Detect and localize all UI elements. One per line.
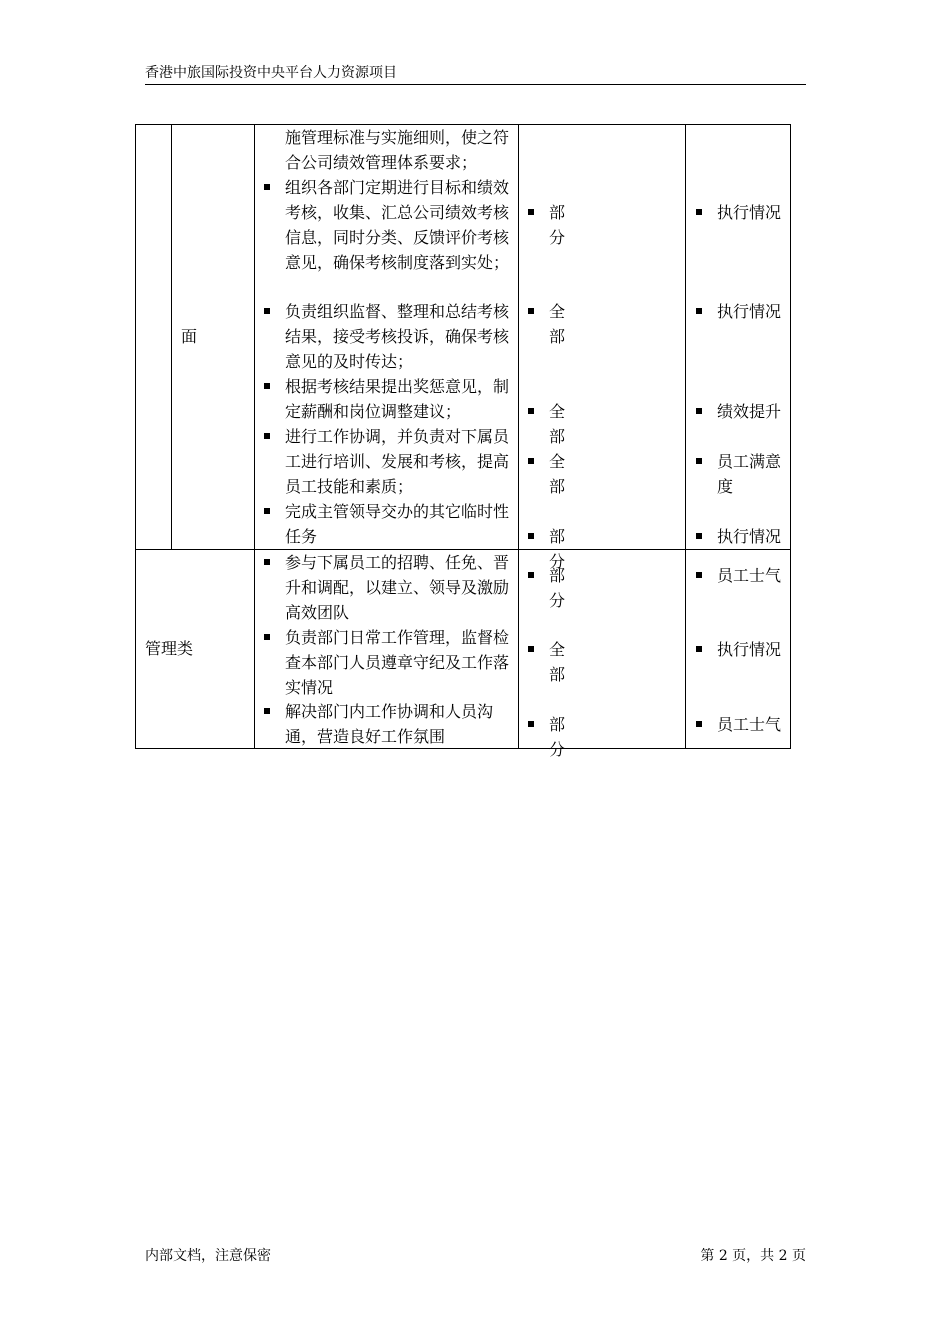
result-text: 执行情况 — [717, 527, 782, 546]
bullet-icon — [528, 209, 534, 215]
bullet-icon — [696, 572, 702, 578]
scope-text: 部分 — [549, 566, 566, 610]
scope-col-left — [518, 124, 519, 749]
bullet-icon — [528, 308, 534, 314]
bullet-icon — [696, 721, 702, 727]
bullet-icon — [696, 533, 702, 539]
bullet-icon — [264, 433, 270, 439]
task-text: 负责部门日常工作管理，监督检查本部门人员遵章守纪及工作落实情况 — [285, 628, 510, 697]
scope-text: 部分 — [549, 715, 566, 759]
task-text: 完成主管领导交办的其它临时性任务 — [285, 502, 510, 546]
bullet-icon — [264, 308, 270, 314]
bullet-icon — [264, 559, 270, 565]
scope-text: 全部 — [549, 452, 566, 496]
section2-label: 管理类 — [145, 639, 194, 658]
bullet-icon — [264, 383, 270, 389]
scope-text: 全部 — [549, 302, 566, 346]
header-rule — [145, 84, 806, 85]
bullet-icon — [696, 308, 702, 314]
result-text: 绩效提升 — [717, 402, 782, 421]
bullet-icon — [264, 634, 270, 640]
scope-text: 部分 — [549, 527, 566, 571]
task-text: 负责组织监督、整理和总结考核结果，接受考核投诉，确保考核意见的及时传达； — [285, 302, 510, 371]
table-left-border — [135, 124, 136, 749]
task-text: 解决部门内工作协调和人员沟通，营造良好工作氛围 — [285, 702, 494, 746]
scope-text: 全部 — [549, 640, 566, 684]
task-text: 参与下属员工的招聘、任免、晋升和调配，以建立、领导及激励高效团队 — [285, 553, 510, 622]
bullet-icon — [264, 508, 270, 514]
bullet-icon — [696, 458, 702, 464]
bullet-icon — [528, 572, 534, 578]
result-text: 执行情况 — [717, 640, 782, 659]
task-text: 组织各部门定期进行目标和绩效考核，收集、汇总公司绩效考核信息，同时分类、反馈评价考核意见，确保考核制度落到实处； — [285, 178, 510, 272]
bullet-icon — [264, 708, 270, 714]
bullet-icon — [696, 209, 702, 215]
table-right-border — [790, 124, 791, 749]
footer-confidential: 内部文档，注意保密 — [145, 1248, 271, 1264]
result-text: 执行情况 — [717, 302, 782, 321]
task-col-left — [254, 124, 255, 749]
category-divider — [171, 124, 172, 549]
continued-task-text: 施管理标准与实施细则，使之符合公司绩效管理体系要求； — [285, 128, 510, 172]
section1-label: 面 — [181, 327, 198, 346]
footer-page-number: 第 2 页，共 2 页 — [700, 1248, 806, 1264]
scope-text: 全部 — [549, 402, 566, 446]
bullet-icon — [528, 408, 534, 414]
bullet-icon — [264, 184, 270, 190]
bullet-icon — [696, 646, 702, 652]
bullet-icon — [528, 533, 534, 539]
task-text: 进行工作协调，并负责对下属员工进行培训、发展和考核，提高员工技能和素质； — [285, 427, 510, 496]
result-text: 员工满意度 — [717, 452, 782, 496]
bullet-icon — [696, 408, 702, 414]
result-text: 执行情况 — [717, 203, 782, 222]
result-text: 员工士气 — [717, 715, 782, 734]
scope-text: 部分 — [549, 203, 566, 247]
result-text: 员工士气 — [717, 566, 782, 585]
header-title: 香港中旅国际投资中央平台人力资源项目 — [145, 65, 397, 81]
bullet-icon — [528, 721, 534, 727]
task-text: 根据考核结果提出奖惩意见，制定薪酬和岗位调整建议； — [285, 377, 510, 421]
bullet-icon — [528, 458, 534, 464]
bullet-icon — [528, 646, 534, 652]
result-col-left — [685, 124, 686, 749]
